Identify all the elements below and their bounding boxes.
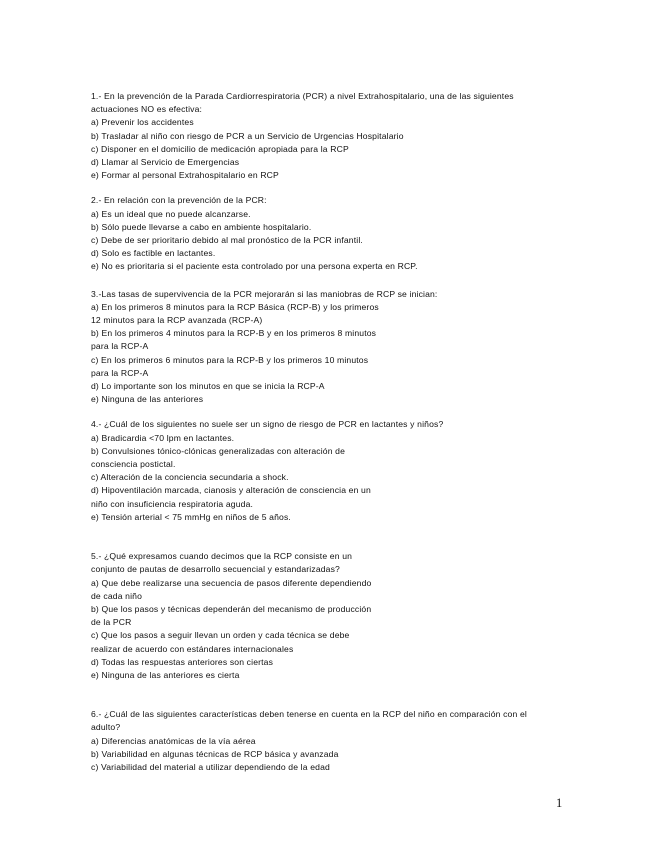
- question-4-option-d-cont: niño con insuficiencia respiratoria aguda.: [91, 498, 254, 509]
- question-5-option-a: a) Que debe realizarse una secuencia de pasos diferente dependiendo: [91, 577, 372, 588]
- question-5-option-b-cont: de la PCR: [91, 617, 132, 628]
- question-1-option-b: b) Trasladar al niño con riesgo de PCR a un Servicio de Urgencias Hospitalario: [91, 130, 404, 141]
- question-1: [91, 90, 571, 182]
- question-3-option-b-cont: para la RCP-A: [91, 341, 149, 352]
- question-6-option-c: c) Variabilidad del material a utilizar dependiendo de la edad: [91, 761, 330, 772]
- question-3-option-a-cont: 12 minutos para la RCP avanzada (RCP-A): [91, 315, 263, 326]
- question-2: [91, 194, 571, 273]
- question-2-option-b: b) Sólo puede llevarse a cabo en ambiente hospitalario.: [91, 221, 312, 232]
- question-1-option-d: d) Llamar al Servicio de Emergencias: [91, 157, 240, 168]
- question-5-line-1: 5.- ¿Qué expresamos cuando decimos que la RCP consiste en un: [91, 551, 353, 562]
- question-6-option-b: b) Variabilidad en algunas técnicas de RCP básica y avanzada: [91, 748, 339, 759]
- question-3-option-b: b) En los primeros 4 minutos para la RCP-B y en los primeros 8 minutos: [91, 328, 377, 339]
- question-4-option-b-cont: consciencia postictal.: [91, 459, 176, 470]
- question-4-option-a: a) Bradicardia <70 lpm en lactantes.: [91, 432, 235, 443]
- question-3-option-a: a) En los primeros 8 minutos para la RCP Básica (RCP-B) y los primeros: [91, 301, 379, 312]
- question-6-option-a: a) Diferencias anatómicas de la vía aérea: [91, 735, 256, 746]
- question-3-line-1: 3.-Las tasas de supervivencia de la PCR mejorarán si las maniobras de RCP se inician:: [91, 288, 438, 299]
- spacer: [91, 182, 571, 194]
- question-5-option-c: c) Que los pasos a seguir llevan un orden y cada técnica se debe: [91, 630, 350, 641]
- question-2-line-1: 2.- En relación con la prevención de la PCR:: [91, 195, 267, 206]
- question-3-option-c-cont: para la RCP-A: [91, 367, 149, 378]
- question-5-option-c-cont: realizar de acuerdo con estándares internacionales: [91, 643, 294, 654]
- question-5-option-b: b) Que los pasos y técnicas dependerán del mecanismo de producción: [91, 603, 372, 614]
- question-4-option-d: d) Hipoventilación marcada, cianosis y alteración de consciencia en un: [91, 485, 371, 496]
- question-5: [91, 550, 571, 682]
- question-1-line-1: 1.- En la prevención de la Parada Cardiorrespiratoria (PCR) a nivel Extrahospitalario, una de las siguientes: [91, 91, 514, 101]
- spacer: [91, 274, 571, 288]
- question-4-option-b: b) Convulsiones tónico-clónicas generalizadas con alteración de: [91, 445, 346, 456]
- spacer: [91, 406, 571, 418]
- question-5-option-e: e) Ninguna de las anteriores es cierta: [91, 669, 240, 680]
- question-5-option-d: d) Todas las respuestas anteriores son ciertas: [91, 656, 274, 667]
- question-3-option-d: d) Lo importante son los minutos en que se inicia la RCP-A: [91, 381, 325, 392]
- question-6-line-1: 6.- ¿Cuál de las siguientes características deben tenerse en cuenta en la RCP del niño en comparación con el: [91, 709, 527, 720]
- question-4: [91, 418, 571, 524]
- question-2-option-e: e) No es prioritaria si el paciente esta controlado por una persona experta en RCP.: [91, 261, 418, 272]
- question-4-line-1: 4.- ¿Cuál de los siguientes no suele ser un signo de riesgo de PCR en lactantes y niños?: [91, 419, 444, 430]
- spacer: [91, 682, 571, 708]
- question-3-option-e: e) Ninguna de las anteriores: [91, 394, 204, 405]
- question-1-option-e: e) Formar al personal Extrahospitalario en RCP: [91, 170, 279, 181]
- question-2-option-c: c) Debe de ser prioritario debido al mal pronóstico de la PCR infantil.: [91, 235, 363, 246]
- question-4-option-e: e) Tensión arterial < 75 mmHg en niños de 5 años.: [91, 511, 291, 522]
- question-1-line-2: actuaciones NO es efectiva:: [91, 104, 203, 115]
- question-6-line-2: adulto?: [91, 722, 121, 733]
- question-list: [91, 90, 571, 774]
- question-3-option-c: c) En los primeros 6 minutos para la RCP-B y los primeros 10 minutos: [91, 354, 369, 365]
- question-3: [91, 288, 571, 407]
- question-1-option-c: c) Disponer en el domicilio de medicación apropiada para la RCP: [91, 143, 349, 154]
- question-4-option-c: c) Alteración de la conciencia secundaria a shock.: [91, 472, 289, 483]
- question-1-option-a: a) Prevenir los accidentes: [91, 117, 194, 128]
- question-6: [91, 708, 571, 774]
- question-5-line-2: conjunto de pautas de desarrollo secuencial y estandarizadas?: [91, 564, 340, 575]
- question-5-option-a-cont: de cada niño: [91, 590, 143, 601]
- question-2-option-d: d) Solo es factible en lactantes.: [91, 248, 216, 259]
- page-number: 1: [556, 796, 563, 810]
- question-2-option-a: a) Es un ideal que no puede alcanzarse.: [91, 208, 251, 219]
- spacer: [91, 524, 571, 550]
